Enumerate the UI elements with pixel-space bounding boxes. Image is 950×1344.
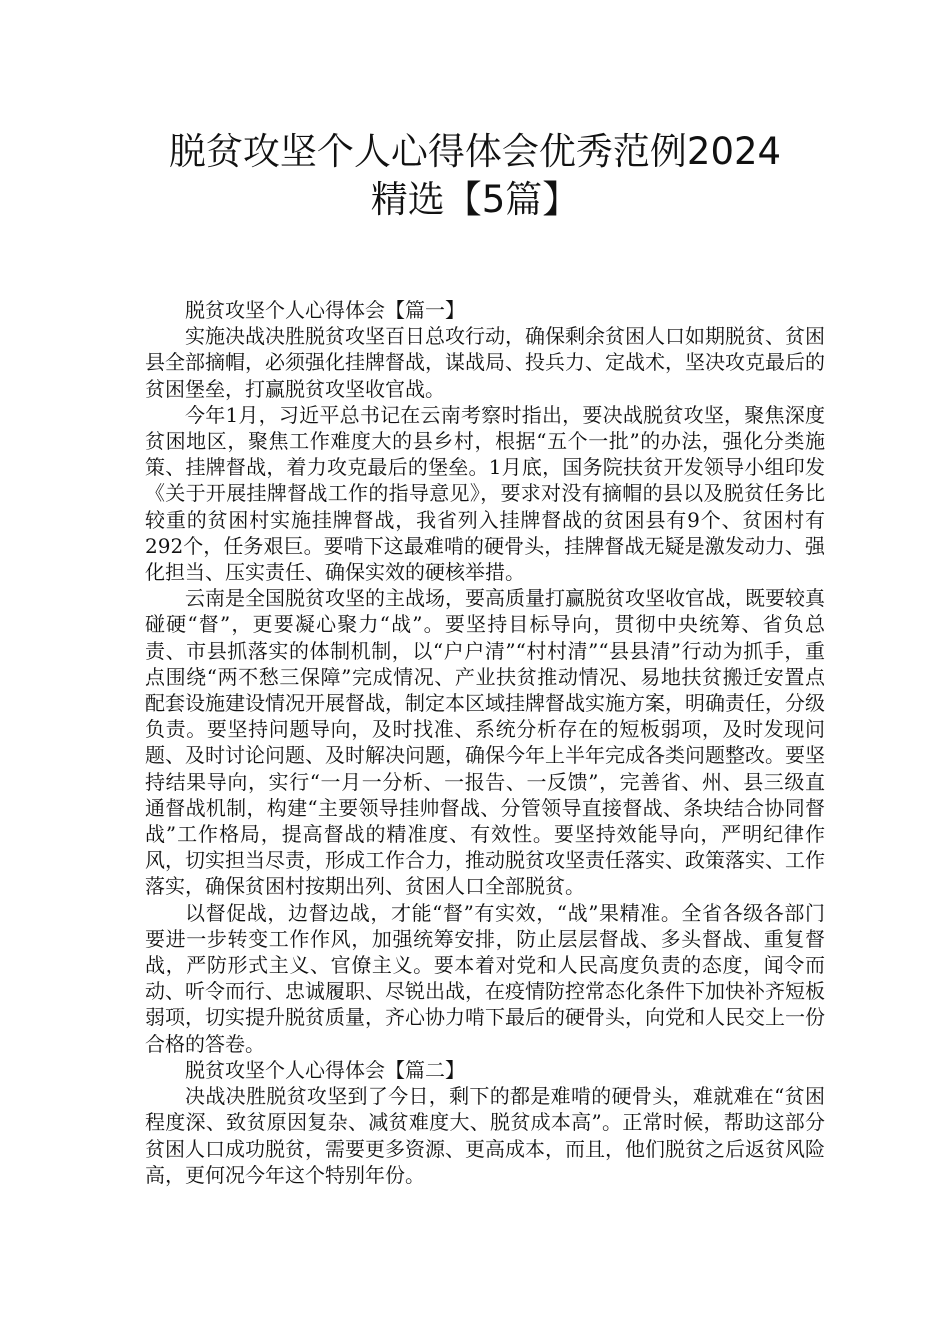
document-title	[120, 128, 830, 224]
section-heading-1: 脱贫攻坚个人心得体会【篇一】	[185, 298, 465, 322]
paragraph-5: 决战决胜脱贫攻坚到了今日，剩下的都是难啃的硬骨头，难就难在“贫困程度深、致贫原因复杂、减贫难度大、脱贫成本高”。正常时候，帮助这部分贫困人口成功脱贫，需要更多资源、更高成本，而且，他们脱贫之后返贫风险高，更何况今年这个特别年份。	[145, 1084, 825, 1187]
title-line-2: 精选【5篇】	[370, 178, 580, 221]
document-body	[145, 297, 825, 1188]
paragraph-3: 云南是全国脱贫攻坚的主战场，要高质量打赢脱贫攻坚收官战，既要较真碰硬“督”，更要凝心聚力“战”。要坚持目标导向，贯彻中央统筹、省负总责、市县抓落实的体制机制，以“户户清”“村村清”“县县清”行动为抓手，重点围绕“两不愁三保障”完成情况、产业扶贫推动情况、易地扶贫搬迁安置点配套设施建设情况开展督战，制定本区域挂牌督战实施方案，明确责任，分级负责。要坚持问题导向，及时找准、系统分析存在的短板弱项，及时发现问题、及时讨论问题、及时解决问题，确保今年上半年完成各类问题整改。要坚持结果导向，实行“一月一分析、一报告、一反馈”，完善省、州、县三级直通督战机制，构建“主要领导挂帅督战、分管领导直接督战、条块结合协同督战”工作格局，提高督战的精准度、有效性。要坚持效能导向，严明纪律作风，切实担当尽责，形成工作合力，推动脱贫攻坚责任落实、政策落实、工作落实，确保贫困村按期出列、贫困人口全部脱贫。	[145, 586, 825, 899]
paragraph-2: 今年1月，习近平总书记在云南考察时指出，要决战脱贫攻坚，聚焦深度贫困地区，聚焦工作难度大的县乡村，根据“五个一批”的办法，强化分类施策、挂牌督战，着力攻克最后的堡垒。1月底，国务院扶贫开发领导小组印发《关于开展挂牌督战工作的指导意见》，要求对没有摘帽的县以及脱贫任务比较重的贫困村实施挂牌督战，我省列入挂牌督战的贫困县有9个、贫困村有292个，任务艰巨。要啃下这最难啃的硬骨头，挂牌督战无疑是激发动力、强化担当、压实责任、确保实效的硬核举措。	[145, 402, 825, 585]
title-line-1: 脱贫攻坚个人心得体会优秀范例2024	[168, 130, 782, 173]
paragraph-1: 实施决战决胜脱贫攻坚百日总攻行动，确保剩余贫困人口如期脱贫、贫困县全部摘帽，必须强化挂牌督战，谋战局、投兵力、定战术，坚决攻克最后的贫困堡垒，打赢脱贫攻坚收官战。	[145, 324, 825, 401]
section-heading-2: 脱贫攻坚个人心得体会【篇二】	[185, 1057, 465, 1082]
paragraph-4: 以督促战，边督边战，才能“督”有实效，“战”果精准。全省各级各部门要进一步转变工作作风，加强统筹安排，防止层层督战、多头督战、重复督战，严防形式主义、官僚主义。要本着对党和人民高度负责的态度，闻令而动、听令而行、忠诚履职、尽锐出战，在疫情防控常态化条件下加快补齐短板弱项，切实提升脱贫质量，齐心协力啃下最后的硬骨头，向党和人民交上一份合格的答卷。	[145, 900, 825, 1056]
